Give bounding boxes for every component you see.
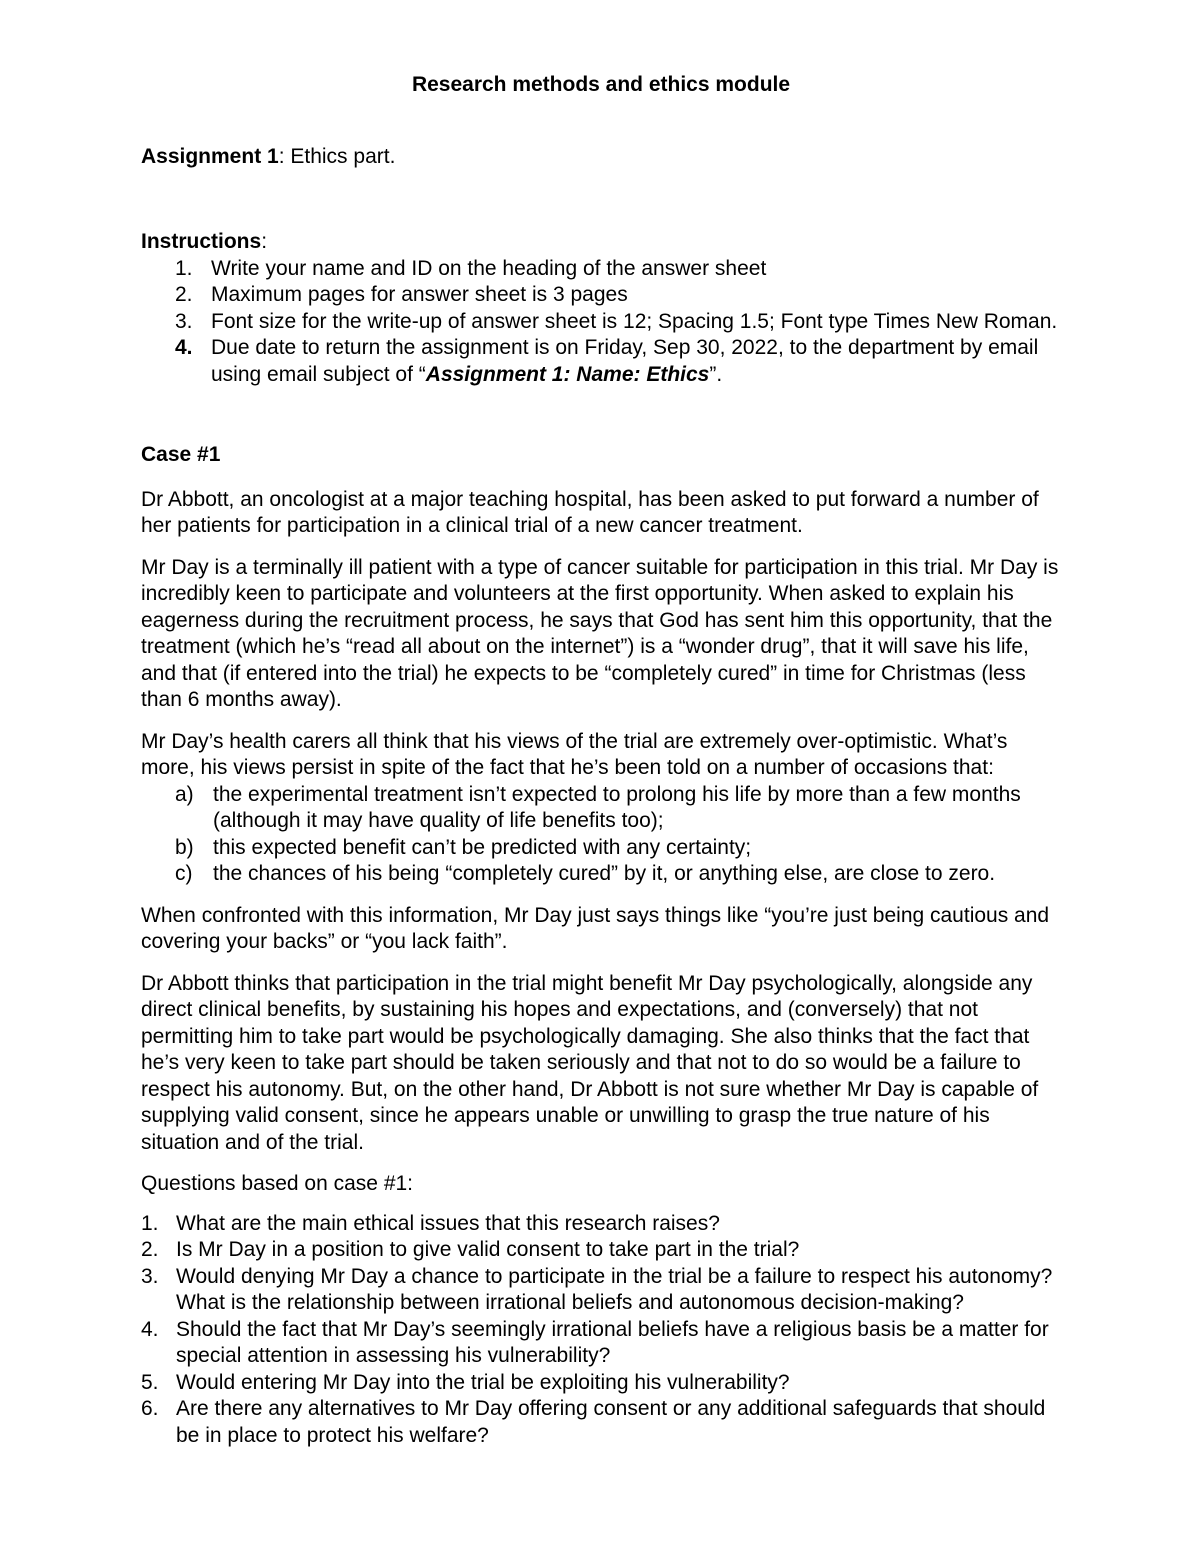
question-text: Are there any alternatives to Mr Day offering consent or any additional safeguards that should be in place to protect his welfare?	[176, 1397, 1046, 1447]
question-text: Would entering Mr Day into the trial be exploiting his vulnerability?	[176, 1370, 790, 1394]
list-marker: 3.	[175, 309, 193, 333]
list-marker: c)	[175, 862, 193, 885]
list-item-text: the chances of his being “completely cured” by it, or anything else, are close to zero.	[213, 862, 996, 885]
document-title: Research methods and ethics module	[411, 73, 791, 96]
list-item-text: Font size for the write-up of answer sheet is 12; Spacing 1.5; Font type Times New Roman.	[211, 309, 1058, 333]
document-page	[141, 72, 1061, 1449]
case-paragraph: When confronted with this information, Mr Day just says things like “you’re just being cautious and covering your backs” or “you lack faith”.	[141, 903, 1050, 953]
list-marker: 1.	[175, 256, 193, 280]
list-item	[141, 835, 1061, 862]
list-item	[141, 282, 1061, 309]
list-marker: 2.	[175, 283, 193, 306]
assignment-line	[141, 144, 1061, 171]
list-item	[141, 782, 1061, 835]
question-item	[141, 1396, 1061, 1449]
list-item-text: the experimental treatment isn’t expected to prolong his life by more than a few months (although it may have quality of life benefits too);	[213, 782, 1021, 832]
case-paragraph: Dr Abbott thinks that participation in the trial might benefit Mr Day psychologically, alongside any direct clinical benefits, by sustaining his hopes and expectations, and (conversely) that not permitting him to take part would be psychologically damaging. She also thinks that the fact that he’s very keen to take part should be taken seriously and that not to do so would be a failure to respect his autonomy. But, on the other hand, Dr Abbott is not sure whether Mr Day is capable of supplying valid consent, since he appears unable or unwilling to grasp the true nature of his situation and of the trial.	[141, 971, 1039, 1154]
instructions-list	[141, 256, 1061, 389]
list-marker: 4.	[175, 336, 193, 359]
question-item	[141, 1237, 1061, 1264]
list-item	[141, 335, 1061, 388]
list-marker: a)	[175, 782, 194, 806]
case-paragraph: Mr Day’s health carers all think that his views of the trial are extremely over-optimistic. What’s more, his views persist in spite of the fact that he’s been told on a number of occasions that:	[141, 729, 1008, 779]
list-marker: 2.	[141, 1238, 159, 1261]
list-marker: b)	[175, 835, 194, 859]
instructions-colon: :	[261, 230, 268, 253]
list-item-text: this expected benefit can’t be predicted with any certainty;	[213, 835, 752, 859]
question-text: Is Mr Day in a position to give valid consent to take part in the trial?	[176, 1238, 800, 1261]
question-text: Should the fact that Mr Day’s seemingly irrational beliefs have a religious basis be a matter for special attention in assessing his vulnerability?	[176, 1317, 1049, 1367]
question-text: Would denying Mr Day a chance to participate in the trial be a failure to respect his autonomy? What is the relationship between irrational beliefs and autonomous decision-making?	[176, 1264, 1053, 1314]
facts-list	[141, 782, 1061, 888]
list-item	[141, 256, 1061, 283]
list-item	[141, 309, 1061, 336]
list-item-text: Maximum pages for answer sheet is 3 pages	[211, 283, 628, 306]
instructions-label: Instructions	[141, 230, 262, 253]
question-item	[141, 1264, 1061, 1317]
list-item	[141, 861, 1061, 888]
case-title: Case #1	[141, 443, 221, 466]
question-item	[141, 1317, 1061, 1370]
list-item-text: Due date to return the assignment is on Friday, Sep 30, 2022, to the department by email using email subject of “	[211, 336, 1039, 386]
list-marker: 5.	[141, 1370, 159, 1394]
question-item	[141, 1211, 1061, 1238]
list-item-text: Write your name and ID on the heading of the answer sheet	[211, 256, 767, 280]
email-subject: Assignment 1: Name: Ethics	[425, 362, 710, 386]
questions-list	[141, 1211, 1061, 1450]
question-text: What are the main ethical issues that this research raises?	[176, 1211, 720, 1235]
list-marker: 4.	[141, 1317, 159, 1341]
list-marker: 6.	[141, 1397, 159, 1420]
question-item	[141, 1370, 1061, 1397]
instructions-heading	[141, 229, 1061, 256]
case-paragraph: Mr Day is a terminally ill patient with a type of cancer suitable for participation in this trial. Mr Day is incredibly keen to participate and volunteers at the first opportunity. When asked to explain his eagerness during the recruitment process, he says that God has sent him this opportunity, that the treatment (which he’s “read all about on the internet”) is a “wonder drug”, that it will save his life, and that (if entered into the trial) he expects to be “completely cured” in time for Christmas (less than 6 months away).	[141, 555, 1059, 711]
list-item-text-end: ”.	[709, 362, 723, 386]
assignment-text: : Ethics part.	[278, 144, 396, 168]
list-marker: 3.	[141, 1264, 159, 1288]
case-paragraph: Dr Abbott, an oncologist at a major teaching hospital, has been asked to put forward a number of her patients for participation in a clinical trial of a new cancer treatment.	[141, 487, 1039, 537]
assignment-label: Assignment 1	[141, 144, 279, 168]
list-marker: 1.	[141, 1211, 159, 1235]
questions-heading: Questions based on case #1:	[141, 1172, 414, 1195]
